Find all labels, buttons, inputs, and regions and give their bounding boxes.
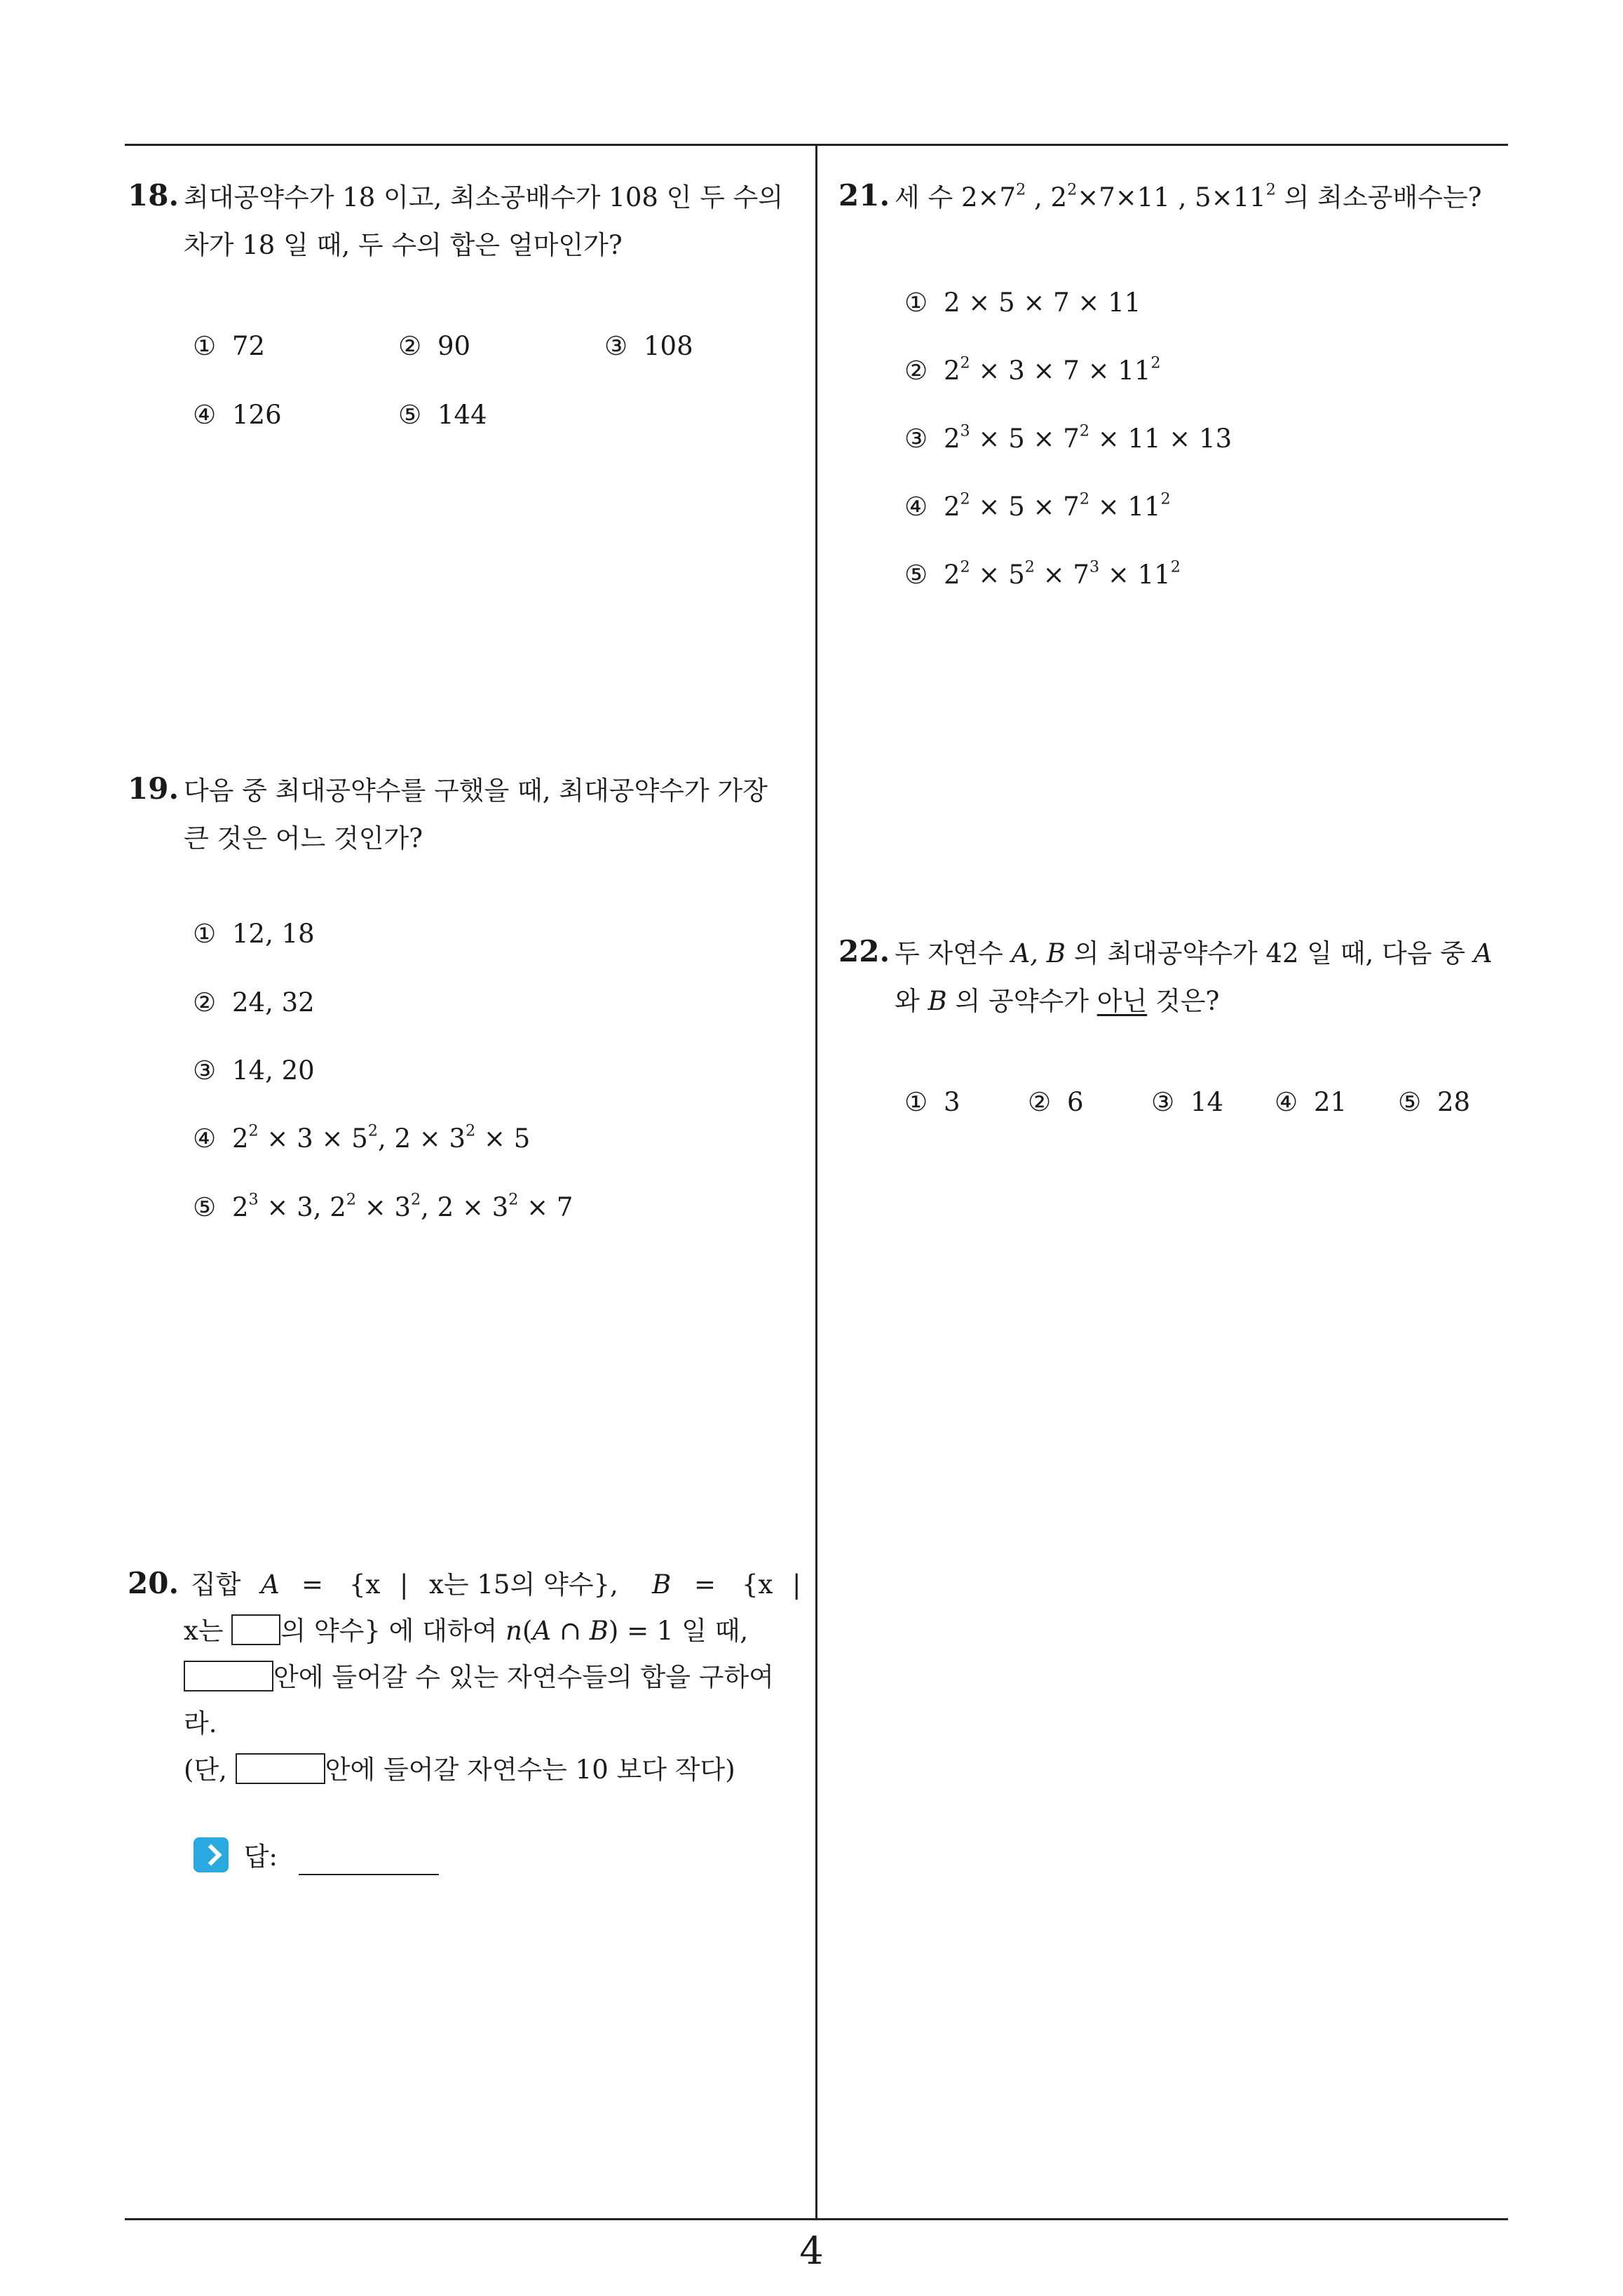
q20-word-bar: | — [400, 1569, 409, 1600]
q19-number: 19. — [128, 771, 179, 806]
q20-word-lbrace2: {x — [742, 1569, 773, 1600]
q22-option-5[interactable]: ⑤ 28 — [1398, 1087, 1471, 1117]
q20-answer-field[interactable] — [299, 1850, 439, 1875]
q18-number: 18. — [128, 178, 179, 212]
q19-option-2[interactable]: ② 24, 32 — [193, 987, 315, 1018]
q20-word-set: 집합 — [191, 1569, 241, 1600]
q20-word-eq2: = — [694, 1569, 717, 1600]
q20-answer — [193, 1833, 439, 1881]
q19-option-4[interactable]: ④ $2^2 \times 3 \times 5^2$, $2 \times 3^2 \times 5$ — [193, 1121, 531, 1154]
q20-word-x15: x는 15의 약수}, — [429, 1569, 618, 1600]
chevron-right-icon — [193, 1837, 229, 1872]
q18-line1: 최대공약수가 18 이고, 최소공배수가 108 인 두 수의 — [184, 182, 784, 212]
q21-option-3-math: $2^3 \times 5 \times 7^2 \times 11 \times 13$ — [944, 421, 1232, 454]
q21-option-2[interactable]: ② $2^2 \times 3 \times 7 \times 11^2$ — [904, 353, 1161, 386]
q20-word-a: A — [261, 1569, 280, 1600]
q19-option-1[interactable]: ① 12, 18 — [193, 919, 315, 949]
q22-number: 22. — [838, 934, 890, 968]
q20-word-b: B — [652, 1569, 672, 1600]
q22-option-3[interactable]: ③ 14 — [1151, 1087, 1224, 1117]
q19-line1: 다음 중 최대공약수를 구했을 때, 최대공약수가 가장 — [184, 776, 768, 806]
q21-option-2-math: $2^2 \times 3 \times 7 \times 11^2$ — [944, 353, 1161, 386]
q22-option-4[interactable]: ④ 21 — [1275, 1087, 1347, 1117]
q21-option-4[interactable]: ④ $2^2 \times 5 \times 7^2 \times 11^2$ — [904, 489, 1171, 522]
q18-line2: 차가 18 일 때, 두 수의 합은 얼마인가? — [184, 230, 623, 260]
q21-option-5-math: $2^2 \times 5^2 \times 7^3 \times 11^2$ — [944, 558, 1181, 590]
page-number: 4 — [799, 2229, 824, 2273]
q19-option-4-math: $2^2 \times 3 \times 5^2$, $2 \times 3^2 \times 5$ — [232, 1121, 531, 1154]
q21-option-1[interactable]: ① 2 × 5 × 7 × 11 — [904, 288, 1141, 318]
q22-emphasis: 아닌 — [1096, 986, 1148, 1016]
q20-blank-1 — [231, 1614, 280, 1645]
q21-number: 21. — [838, 178, 890, 212]
q19-option-5-math: $2^3 \times 3$, $2^2 \times 3^2$, $2 \times 3^2 \times 7$ — [232, 1190, 573, 1222]
q18-option-1[interactable]: ① 72 — [193, 331, 266, 361]
q20-line3: 안에 들어갈 수 있는 자연수들의 합을 구하여 — [184, 1654, 774, 1701]
q21-option-1-math: 2 × 5 × 7 × 11 — [944, 288, 1141, 318]
q20-number: 20. — [128, 1566, 179, 1600]
q22-line1: 두 자연수 A, B 의 최대공약수가 42 일 때, 다음 중 A — [895, 938, 1493, 968]
q19-option-5[interactable]: ⑤ $2^3 \times 3$, $2^2 \times 3^2$, $2 \times 3^2 \times 7$ — [193, 1190, 573, 1222]
q18-option-4[interactable]: ④ 126 — [193, 400, 282, 430]
q22-option-1[interactable]: ① 3 — [904, 1087, 960, 1117]
q18-option-2[interactable]: ② 90 — [398, 331, 471, 361]
q20-word-lbrace: {x — [349, 1569, 381, 1600]
q21-stem-math: $2\times 7^2$ , $2^2\times 7\times 11$ , $5\times 11^2$ — [961, 180, 1276, 212]
q19-option-3[interactable]: ③ 14, 20 — [193, 1055, 315, 1086]
q20-blank-2 — [184, 1661, 273, 1691]
q20-line2: x는 의 약수} 에 대하여 n(A ∩ B) = 1 일 때, — [184, 1616, 749, 1646]
q20-line4: 라. — [184, 1708, 217, 1738]
q22-option-2[interactable]: ② 6 — [1028, 1087, 1084, 1117]
q21-stem: 세 수 $2\times 7^2$ , $2^2\times 7\times 11$ , $5\times 11^2$ 의 최소공배수는? — [895, 180, 1482, 212]
column-divider — [815, 145, 817, 2219]
q21-option-5[interactable]: ⑤ $2^2 \times 5^2 \times 7^3 \times 11^2$ — [904, 558, 1181, 590]
q22-line2: 와 B 의 공약수가 아닌 것은? — [895, 986, 1220, 1016]
q18-option-3[interactable]: ③ 108 — [604, 331, 693, 361]
q21-option-4-math: $2^2 \times 5 \times 7^2 \times 11^2$ — [944, 489, 1171, 522]
q20-blank-3 — [236, 1753, 325, 1784]
q20-word-bar2: | — [792, 1569, 801, 1600]
q20-word-eq: = — [301, 1569, 324, 1600]
q20-set-expr: n(A ∩ B) — [505, 1616, 619, 1646]
q21-option-3[interactable]: ③ $2^3 \times 5 \times 7^2 \times 11 \times 13$ — [904, 421, 1232, 454]
q18-option-5[interactable]: ⑤ 144 — [398, 400, 487, 430]
q20-answer-label: 답: — [243, 1842, 278, 1872]
q20-line5: (단, 안에 들어갈 자연수는 10 보다 작다) — [184, 1755, 735, 1785]
q19-line2: 큰 것은 어느 것인가? — [184, 823, 423, 853]
